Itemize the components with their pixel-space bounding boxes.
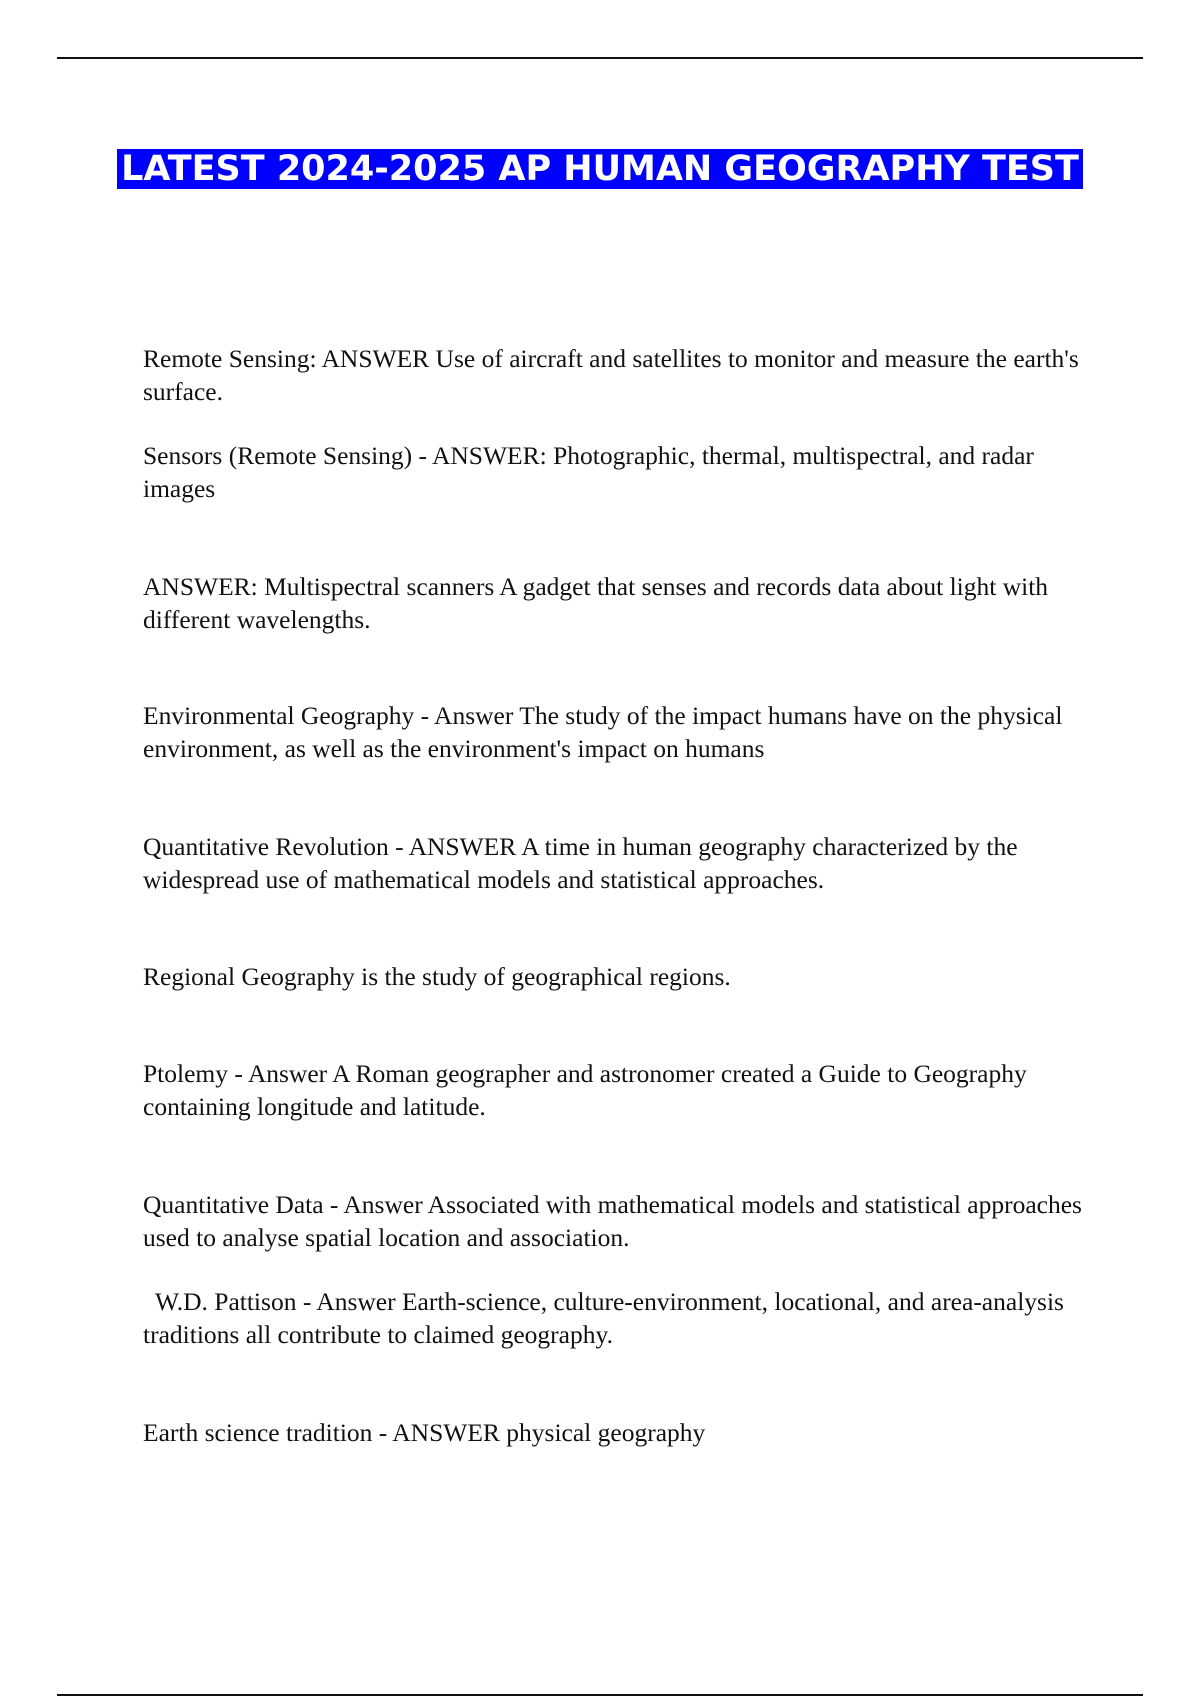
bottom-divider	[57, 1694, 1143, 1696]
entry-quantitative-revolution: Quantitative Revolution - ANSWER A time in human geography characterized by the widespread use of mathematical models and statistical approaches.	[143, 832, 1018, 894]
entry-wd-pattison: W.D. Pattison - Answer Earth-science, culture-environment, locational, and area-analysis traditions all contribute to claimed geography.	[143, 1287, 1064, 1349]
entry-earth-science-tradition: Earth science tradition - ANSWER physical geography	[143, 1418, 706, 1447]
entry-environmental-geography: Environmental Geography - Answer The study of the impact humans have on the physical environment, as well as the environment's impact on humans	[143, 701, 1063, 763]
entry-ptolemy: Ptolemy - Answer A Roman geographer and astronomer created a Guide to Geography containing longitude and latitude.	[143, 1059, 1027, 1121]
entry-quantitative-data: Quantitative Data - Answer Associated with mathematical models and statistical approaches used to analyse spatial location and association.	[143, 1190, 1082, 1252]
entry-multispectral-scanners: ANSWER: Multispectral scanners A gadget that senses and records data about light with different wavelengths.	[143, 572, 1049, 634]
title-block	[100, 143, 1100, 195]
top-divider	[57, 57, 1143, 59]
entry-regional-geography: Regional Geography is the study of geographical regions.	[143, 962, 731, 991]
entry-remote-sensing: Remote Sensing: ANSWER Use of aircraft and satellites to monitor and measure the earth's surface.	[143, 344, 1079, 406]
page-title: LATEST 2024-2025 AP HUMAN GEOGRAPHY TEST	[117, 149, 1083, 189]
entry-sensors: Sensors (Remote Sensing) - ANSWER: Photographic, thermal, multispectral, and radar images	[143, 441, 1034, 503]
